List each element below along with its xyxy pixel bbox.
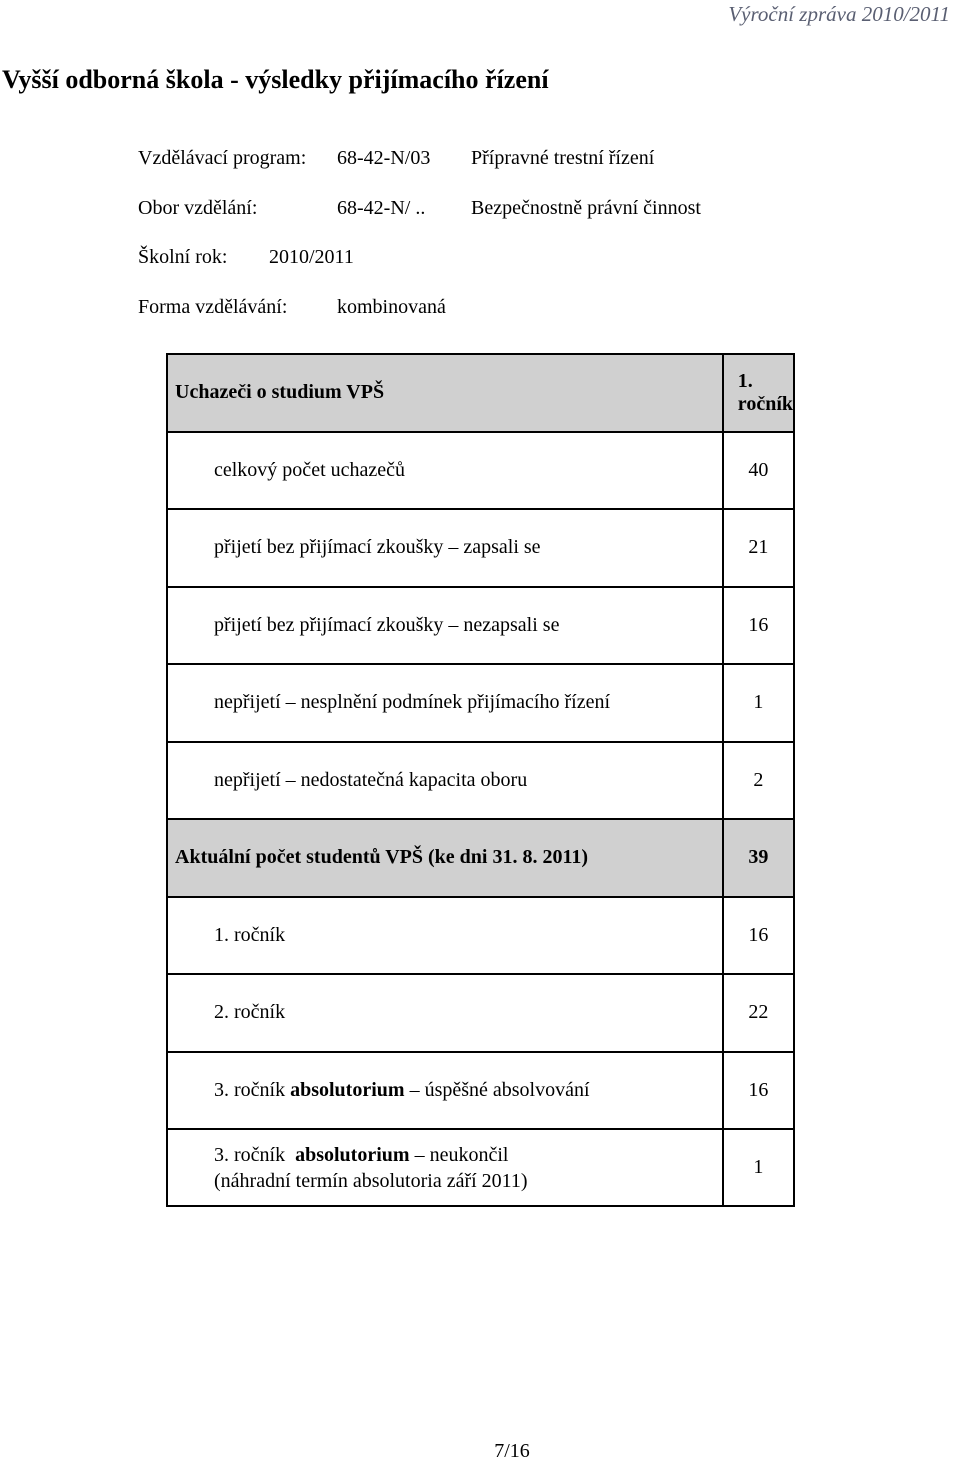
table-row <box>167 664 794 742</box>
obor-label: Obor vzdělání: <box>138 197 258 219</box>
table-row <box>167 509 794 587</box>
running-header: Výroční zpráva 2010/2011 <box>728 2 950 26</box>
page-number: 7/16 <box>494 1440 530 1462</box>
program-code: 68-42-N/03 <box>337 147 431 169</box>
study-form-label: Forma vzdělávání: <box>138 296 288 318</box>
table-row <box>167 742 794 820</box>
row-value: 22 <box>723 974 794 1052</box>
row-label: nepřijetí – nesplnění podmínek přijímacího řízení <box>167 664 723 742</box>
row-label: přijetí bez přijímací zkoušky – zapsali se <box>167 509 723 587</box>
school-year-value: 2010/2011 <box>269 246 354 268</box>
row-label: přijetí bez přijímací zkoušky – nezapsali se <box>167 587 723 665</box>
row-value: 1 <box>723 664 794 742</box>
row-value: 16 <box>723 897 794 975</box>
row-label-line1 <box>214 1142 722 1168</box>
summary-row <box>167 819 794 897</box>
table-row <box>167 1052 794 1130</box>
program-label: Vzdělávací program: <box>138 147 307 169</box>
program-name: Přípravné trestní řízení <box>471 147 655 169</box>
row-value: 2 <box>723 742 794 820</box>
table-row <box>167 974 794 1052</box>
study-form-value: kombinovaná <box>337 296 446 318</box>
table-row <box>167 1129 794 1206</box>
table-row <box>167 432 794 510</box>
row-label <box>167 1052 723 1130</box>
row-label: nepřijetí – nedostatečná kapacita oboru <box>167 742 723 820</box>
row-label-line2: (náhradní termín absolutoria září 2011) <box>214 1169 528 1192</box>
row-label-prefix: 3. ročník <box>214 1143 286 1166</box>
row-label-bold: absolutorium <box>290 1078 405 1101</box>
row-value: 16 <box>723 587 794 665</box>
row-value: 1 <box>723 1129 794 1206</box>
results-table <box>166 353 795 1207</box>
page-title: Vyšší odborná škola - výsledky přijímacího řízení <box>2 65 549 94</box>
obor-name: Bezpečnostně právní činnost <box>471 197 701 219</box>
row-label: 1. ročník <box>167 897 723 975</box>
row-label: 2. ročník <box>167 974 723 1052</box>
row-label-bold: absolutorium <box>295 1143 410 1166</box>
school-year-label: Školní rok: <box>138 246 228 268</box>
row-label-prefix: 3. ročník <box>214 1078 286 1101</box>
table-row <box>167 587 794 665</box>
row-value: 16 <box>723 1052 794 1130</box>
row-value: 21 <box>723 509 794 587</box>
summary-value: 39 <box>723 819 794 897</box>
row-label-suffix: – neukončil <box>414 1143 509 1166</box>
summary-label: Aktuální počet studentů VPŠ (ke dni 31. 8. 2011) <box>167 819 723 897</box>
row-label: celkový počet uchazečů <box>167 432 723 510</box>
row-value: 40 <box>723 432 794 510</box>
header-value: 1. ročník <box>723 354 794 432</box>
table-row <box>167 897 794 975</box>
row-label-suffix: – úspěšné absolvování <box>409 1078 590 1101</box>
obor-code: 68-42-N/ .. <box>337 197 426 219</box>
table-header-row <box>167 354 794 432</box>
row-label <box>167 1129 723 1206</box>
header-label: Uchazeči o studium VPŠ <box>167 354 723 432</box>
